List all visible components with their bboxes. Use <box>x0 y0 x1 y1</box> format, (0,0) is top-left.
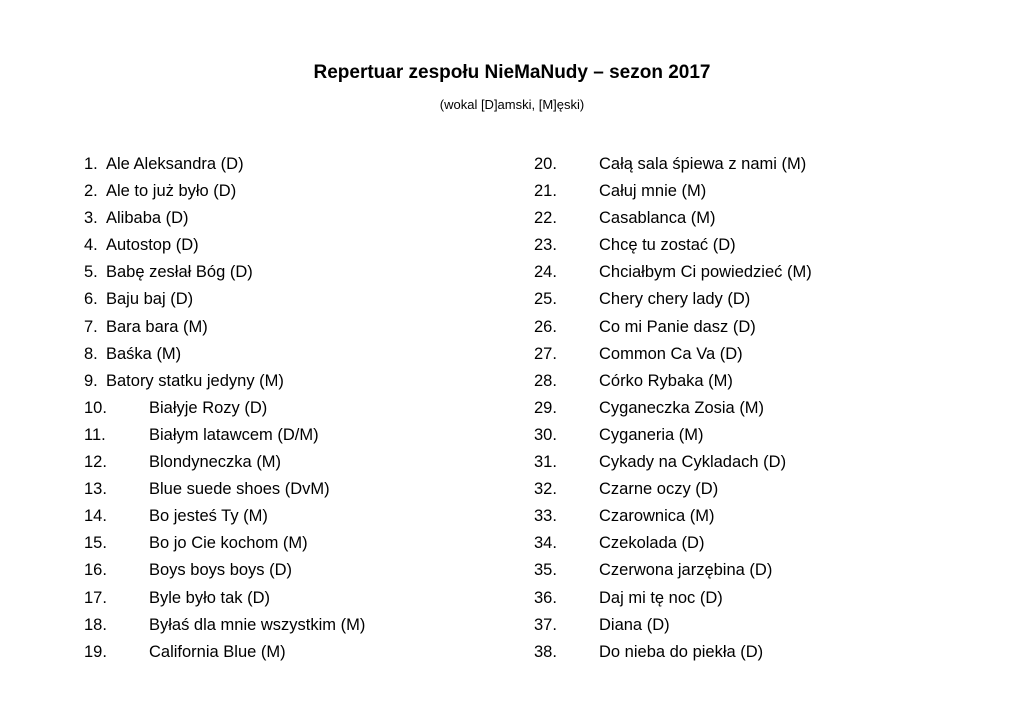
list-item <box>534 476 994 503</box>
item-number: 11. <box>84 425 106 444</box>
item-number: 3. <box>84 209 98 228</box>
list-item <box>84 639 504 666</box>
item-number: 36. <box>534 588 557 607</box>
item-number: 38. <box>534 642 557 661</box>
song-title: Chery chery lady (D) <box>599 290 751 309</box>
item-number: 24. <box>534 263 557 282</box>
list-item <box>84 612 504 639</box>
song-title: Do nieba do piekła (D) <box>599 642 764 661</box>
song-title: California Blue (M) <box>149 642 286 661</box>
item-number: 1. <box>84 155 98 173</box>
item-number: 2. <box>84 182 98 201</box>
list-item <box>534 314 994 341</box>
item-number: 25. <box>534 290 557 309</box>
item-number: 10. <box>84 398 107 417</box>
list-item <box>84 557 504 584</box>
song-title: Boys boys boys (D) <box>149 561 293 580</box>
item-number: 31. <box>534 453 557 472</box>
document-subtitle: (wokal [D]amski, [M]ęski) <box>439 97 585 112</box>
list-item <box>84 259 504 286</box>
list-item <box>84 286 504 313</box>
list-item <box>534 259 994 286</box>
list-item <box>84 341 504 368</box>
list-item <box>534 585 994 612</box>
song-title: Czekolada (D) <box>599 534 705 553</box>
song-title: Common Ca Va (D) <box>599 344 743 363</box>
item-number: 33. <box>534 507 557 526</box>
list-item <box>84 476 504 503</box>
item-number: 27. <box>534 344 557 363</box>
song-title: Ale to już było (D) <box>106 182 237 201</box>
item-number: 28. <box>534 371 557 390</box>
song-title: Czarne oczy (D) <box>599 480 719 499</box>
song-title: Cyganeczka Zosia (M) <box>599 398 765 417</box>
song-title: Batory statku jedyny (M) <box>106 371 284 390</box>
song-title: Byłaś dla mnie wszystkim (M) <box>149 615 366 634</box>
list-item <box>84 395 504 422</box>
item-number: 23. <box>534 236 557 255</box>
list-item <box>84 368 504 395</box>
song-title: Baju baj (D) <box>106 290 194 309</box>
song-title: Autostop (D) <box>106 236 199 255</box>
song-title: Chcę tu zostać (D) <box>599 236 736 255</box>
song-title: Co mi Panie dasz (D) <box>599 317 756 336</box>
song-title: Babę zesłał Bóg (D) <box>106 263 253 282</box>
item-number: 6. <box>84 290 98 309</box>
song-list-left <box>84 151 504 666</box>
list-item <box>534 286 994 313</box>
list-item <box>534 205 994 232</box>
item-number: 29. <box>534 398 557 417</box>
song-title: Bo jo Cie kochom (M) <box>149 534 308 553</box>
item-number: 17. <box>84 588 107 607</box>
item-number: 14. <box>84 507 107 526</box>
song-list-right <box>534 151 994 666</box>
song-title: Baśka (M) <box>106 344 182 363</box>
item-number: 37. <box>534 615 557 634</box>
list-item <box>534 612 994 639</box>
item-number: 22. <box>534 209 557 228</box>
item-number: 20. <box>534 155 557 173</box>
list-item <box>534 557 994 584</box>
song-title: Blondyneczka (M) <box>149 453 282 472</box>
item-number: 4. <box>84 236 98 255</box>
item-number: 8. <box>84 344 98 363</box>
item-number: 16. <box>84 561 107 580</box>
list-item <box>534 422 994 449</box>
item-number: 5. <box>84 263 98 282</box>
list-item <box>84 503 504 530</box>
item-number: 21. <box>534 182 557 201</box>
song-title: Casablanca (M) <box>599 209 716 228</box>
song-title: Całuj mnie (M) <box>599 182 707 201</box>
song-title: Alibaba (D) <box>106 209 189 228</box>
song-title: Całą sala śpiewa z nami (M) <box>599 155 807 173</box>
list-item <box>534 530 994 557</box>
document-title: Repertuar zespołu NieMaNudy – sezon 2017 <box>313 62 711 83</box>
list-item <box>84 151 504 178</box>
item-number: 35. <box>534 561 557 580</box>
list-item <box>534 341 994 368</box>
song-title: Białyje Rozy (D) <box>149 398 268 417</box>
list-item <box>534 178 994 205</box>
list-item <box>534 232 994 259</box>
list-item <box>84 530 504 557</box>
item-number: 15. <box>84 534 107 553</box>
song-title: Diana (D) <box>599 615 670 634</box>
list-item <box>84 585 504 612</box>
list-item <box>84 422 504 449</box>
item-number: 13. <box>84 480 107 499</box>
list-item <box>534 368 994 395</box>
song-title: Cyganeria (M) <box>599 425 704 444</box>
song-title: Daj mi tę noc (D) <box>599 588 723 607</box>
item-number: 34. <box>534 534 557 553</box>
song-title: Ale Aleksandra (D) <box>106 155 244 173</box>
item-number: 18. <box>84 615 107 634</box>
song-title: Czarownica (M) <box>599 507 715 526</box>
song-title: Byle było tak (D) <box>149 588 271 607</box>
song-title: Czerwona jarzębina (D) <box>599 561 773 580</box>
list-item <box>534 639 994 666</box>
item-number: 30. <box>534 425 557 444</box>
song-title: Córko Rybaka (M) <box>599 371 733 390</box>
item-number: 9. <box>84 371 98 390</box>
song-title: Blue suede shoes (DvM) <box>149 480 330 499</box>
item-number: 12. <box>84 453 107 472</box>
list-item <box>84 205 504 232</box>
list-item <box>84 449 504 476</box>
list-item <box>534 449 994 476</box>
list-item <box>84 232 504 259</box>
list-item <box>534 395 994 422</box>
song-title: Cykady na Cykladach (D) <box>599 453 787 472</box>
song-title: Białym latawcem (D/M) <box>149 425 319 444</box>
list-item <box>84 314 504 341</box>
item-number: 32. <box>534 480 557 499</box>
list-item <box>534 503 994 530</box>
item-number: 7. <box>84 317 98 336</box>
list-item <box>534 151 994 178</box>
song-title: Chciałbym Ci powiedzieć (M) <box>599 263 812 282</box>
item-number: 19. <box>84 642 107 661</box>
list-item <box>84 178 504 205</box>
song-title: Bo jesteś Ty (M) <box>149 507 268 526</box>
item-number: 26. <box>534 317 557 336</box>
song-title: Bara bara (M) <box>106 317 208 336</box>
